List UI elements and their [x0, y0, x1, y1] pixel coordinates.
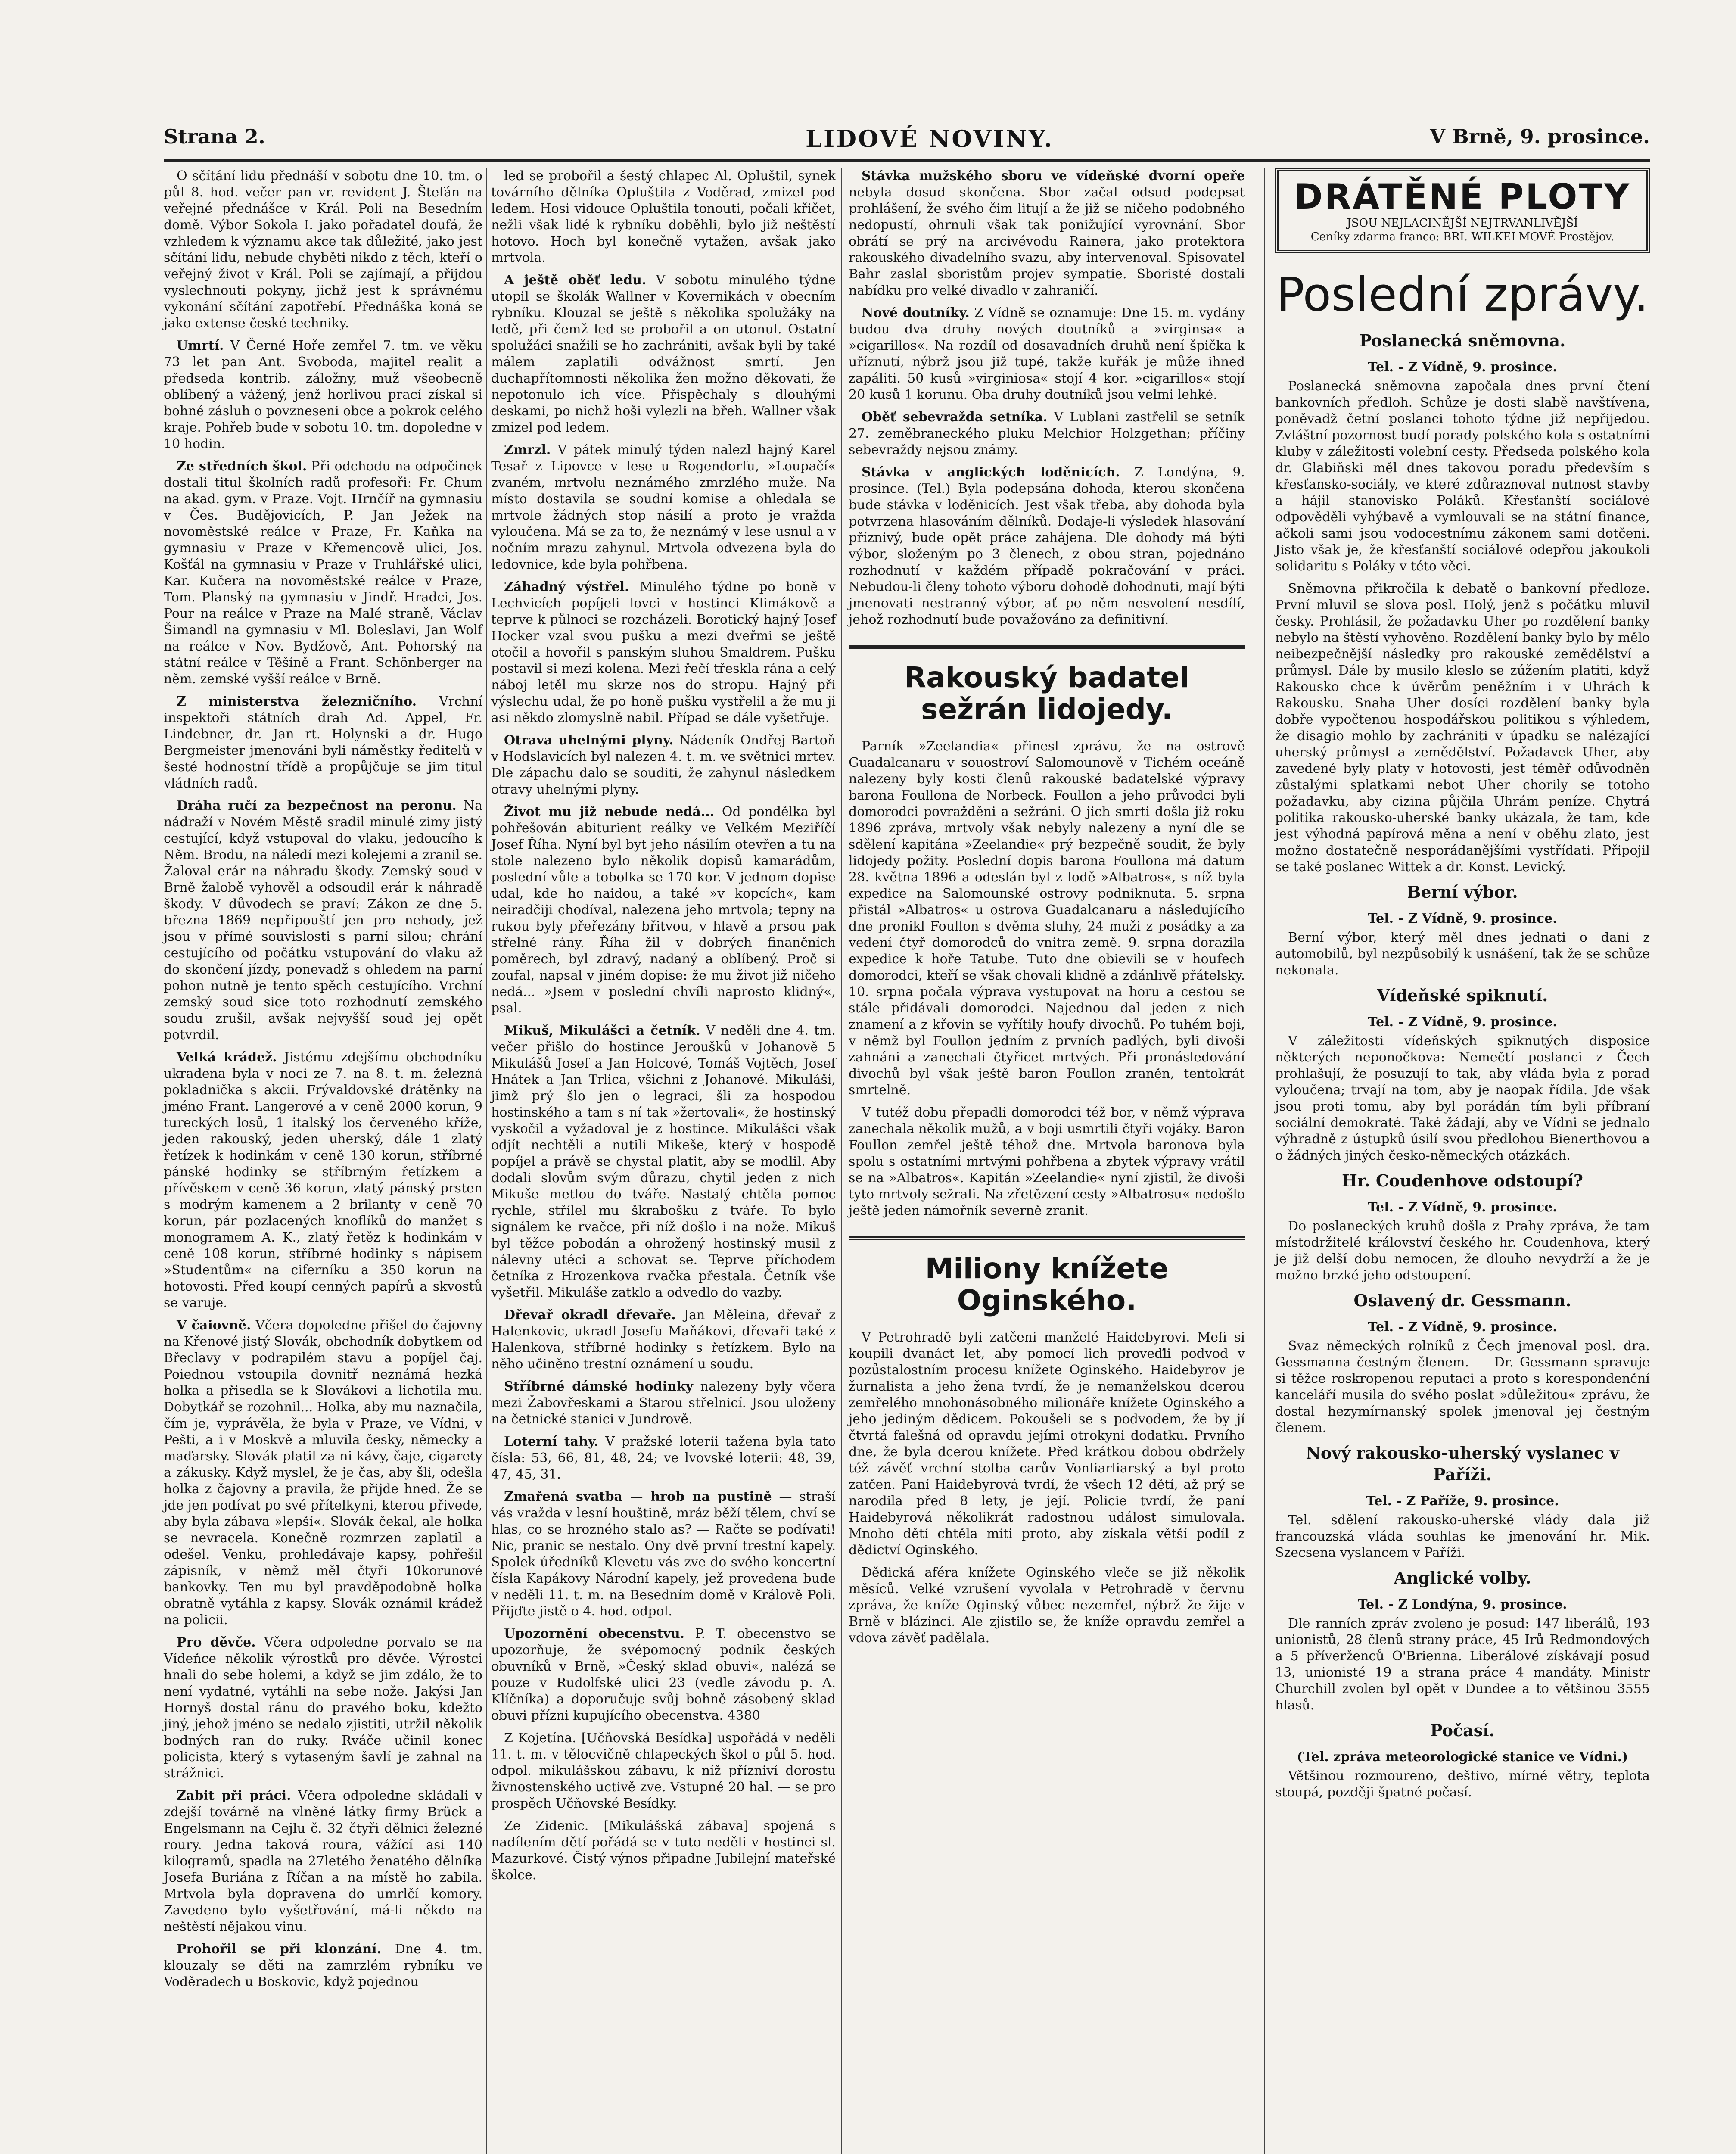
article-heading: V čaiovně.: [177, 1318, 251, 1333]
article-paragraph: [164, 1317, 482, 1628]
latest-news: [1275, 330, 1650, 1801]
news-subheading: Hr. Coudenhove odstoupí?: [1341, 1171, 1584, 1190]
article-paragraph: [164, 338, 482, 452]
news-text: Poslanecká sněmovna započala dnes první čtení bankovních předloh. Schůze je dosti slabě navštívena, poněvadž četní poslanci tohoto týdne již nepřijedou. Zvláštní pozornost budí porady polského kola s ostatními kluby v záležitosti volební cesty. Předseda polského kola dr. Glabiňski měl dnes takovou poradu především s křesťansko-sociály, ve které zdůraznoval nutnost stavby a hájil stanovisko Poláků. Křesťanští sociálové odpověděli vyhýbavě a vymlouvali se na státní finance, ačkoli sami jsou vodocestnímu zákonem sami dotčeni. Jisto však je, že křesťanští sociálové odepřou jakoukoli solidaritu s Poláky v této věci.: [1275, 379, 1650, 574]
column-divider: [1264, 168, 1265, 2154]
article-heading: Stávka mužského sboru ve vídeňské dvorní opeře: [862, 168, 1245, 184]
column-3: [849, 168, 1245, 1653]
article-text: Vrchní inspektoři státních drah Ad. Appel, Fr. Lindebner, dr. Jan rt. Holynski a dr. Hugo Bergmeister jmenováni byli náměstky ředitelů v šesté hodnostní třídě a propůjčuje se jim titul vládních radů.: [164, 694, 482, 791]
article-text: Včera dopoledne přišel do čajovny na Křenové jistý Slovák, obchodník dobytkem od Břeclavy v podrapilém stavu a popíjel čaj. Poiednou vstoupila dovnitř neznámá hezká holka a přisedla se k Slovákovi a lichotila mu. Dobytkář se rozohnil... Holka, aby mu naznačila, čím je, vyprávěla, že byla v Praze, ve Vídni, v Pešti, a i v Moskvě a mluvila česky, německy a maďarsky. Slovák platil za ni kávy, čaje, cigarety a zákusky. Když myslel, že je čas, aby šli, odešla holka z čajovny a pravila, že přijde hned. Že se jde jen podívat po své přítelkyni, kterou přivede, aby byla zábava »lepší«. Slovák čekal, ale holka se nevracela. Konečně rozmrzen zaplatil a odešel. Venku, prohledávaje kapsy, pohřešil zápisník, v němž měl čtyři 10korunové bankovky. Ten mu byl pravděpodobně holka obratně vytáhla z kapsy. Slovák oznámil krádež na policii.: [164, 1318, 482, 1628]
news-text: Většinou rozmoureno, deštivo, mírné větry, teplota stoupá, později špatné počasí.: [1275, 1768, 1650, 1800]
article-text: Ze Zidenic. [Mikulášská zábava] spojená s nadílením dětí pořádá se v tuto neděli v hostinci sl. Mazurkové. Čistý výnos připadne Jubilejní mateřské školce.: [491, 1818, 836, 1883]
article-paragraph: [849, 464, 1245, 628]
ad-title: DRÁTĚNÉ PLOTY: [1294, 177, 1631, 217]
dateline: Tel. - Z Vídně, 9. prosince.: [1368, 1015, 1557, 1030]
dateline: Tel. - Z Vídně, 9. prosince.: [1368, 911, 1557, 926]
article-paragraph: [849, 1105, 1245, 1219]
article-text: O sčítání lidu přednáší v sobotu dne 10. tm. o půl 8. hod. večer pan vr. revident J. Štefán na veřejné přednášce v Král. Poli na Besedním domě. Výbor Sokola I. jako pořadatel doufá, že vzhledem k významu akce tak důležité, jako jest sčítání lidu, nebude chyběti nikdo z těch, kteří o veřejný život v Král. Poli se zajímají, a přijdou vyslechnouti pokyny, jichž jest k správnému vykonání sčítání zapotřebí. Přednáška koná se jako extense české techniky.: [164, 168, 482, 331]
article-paragraph: [491, 732, 836, 798]
article-text: V sobotu minulého týdne utopil se školák Wallner v Kovernikách v obecním rybníku. Klouzal se ještě s několika spolužáky na ledě, při čemž led se probořil a on utonul. Ostatní spolužáci snažili se ho zachrániti, avšak byli by také málem zaplatili odvážnost smrtí. Jen duchapřítomnosti několika žen možno děkovati, že nepotonulo ich více. Přispěchaly s dlouhými deskami, po nichž hoši vylezli na břeh. Wallner však zmizel pod ledem.: [491, 273, 836, 435]
article-paragraph: [164, 1049, 482, 1311]
article-heading: Stříbrné dámské hodinky: [504, 1379, 693, 1394]
article-paragraph: [491, 804, 836, 1017]
article-paragraph: [849, 168, 1245, 299]
dateline: Tel. - Z Londýna, 9. prosince.: [1358, 1597, 1567, 1612]
article-text: Včera odpoledne skládali v zdejší továrně na vlněné látky firmy Brück a Engelsmann na Cejlu č. 32 čtyři dělnici železné roury. Jedna taková roura, vážící asi 140 kilogramů, spadla na 27letého ženatého dělníka Josefa Buriána z Říčan a na místě ho zabila. Mrtvola byla dopravena do umrlčí komory. Zavedeno bylo vyšetřování, má-li někdo na neštěstí nějakou vinu.: [164, 1788, 483, 1934]
news-text: Sněmovna přikročila k debatě o bankovní předloze. První mluvil se slova posl. Holý, jenž s počátku mluvil česky. Prohlásil, že požadavku Uher po rozdělení banky nebylo na štěstí vyhověno. Rozdělení banky bylo by mělo neibezpečnější následky pro rakouské zemědělství a průmysl. Dále by musilo kleslo se zúžením platiti, když Rakousko chce k úvěrům peněžním i v Uhrách k Rakousku. Snaha Uher dosíci rozdělení banky byla dobře vypočtenou hospodářskou politikou s výhledem, že disagio mohlo by zachrániti v úpadku se nalézající uherský průmysl a zemědělství. Požadavek Uher, aby zavedené byly platy v hotovosti, jest téměř odůvodněn zůstalými splatkami nebot Uher chorily se totoho požadavku, aby cizina půjčila Uhrám peníze. Chytrá politika rakousko-uherské banky ukázala, že tam, kde jest výhodná papírová měna a není v oběhu zlato, jest možno dostatečně nesporádanějšími vystřídati. Připojil se také poslanec Wittek a dr. Konst. Levický.: [1275, 581, 1650, 875]
article-paragraph: [491, 579, 836, 726]
article-text: V neděli dne 4. tm. večer přišlo do hostince Jeroušků v Johanově 5 Mikulášů Josef a Jan Holcové, Tomáš Vojtěch, Josef Hnátek a Jan Trlica, všichni z Johanové. Mikuláši, jimž prý šlo jen o legraci, šli za hospodou hostinského a tam s ní tak »žertovali«, že hostinský vyskočil a vyžadoval je z hostince. Mikulášci však odjít nechtěli a nutili Mikeše, který v hospodě popíjel a právě se chystal platit, aby se modlil. Aby dodali slovům svým důrazu, chytil jeden z nich Mikuše metlou do tváře. Nastalý chtěla pomoc rychle, střílel mu škrabošku z tváře. To bylo signálem ke rvačce, při níž došlo i na nože. Mikuš byl těžce pobodán a ohrožený hostinský musil z nálevny utéci a schovat se. Teprve příchodem četníka z Hrozenkova rvačka přestala. Četník vše vyšetřil. Mikuláše zatklo a odvedlo do vazby.: [491, 1023, 836, 1300]
article-heading: Oběť sebevražda setníka.: [862, 410, 1048, 425]
article-paragraph: [491, 442, 836, 573]
news-paragraph: [1275, 1616, 1650, 1714]
article-text: Nádeník Ondřej Bartoň v Hodslavicích byl nalezen 4. t. m. ve světnici mrtev. Dle zápachu dalo se souditi, že zahynul následkem otravy uhelnými plyny.: [491, 733, 836, 797]
article-heading: Nové doutníky.: [862, 305, 970, 321]
article-heading: Stávka v anglických loděnicích.: [862, 465, 1120, 480]
column-4: [1275, 168, 1650, 1807]
article-paragraph: [491, 1489, 836, 1620]
article-heading: Upozornění obecenstvu.: [504, 1626, 685, 1641]
article-heading: Dráha ručí za bezpečnost na peronu.: [177, 798, 457, 813]
section-rule: [849, 1236, 1245, 1240]
article-text: Parník »Zeelandia« přinesl zprávu, že na ostrově Guadalcanaru v souostroví Salomounově v Tichém oceáně nalezeny byly kosti členů rakouské badatelské výpravy barona Foullona de Norbeck. Foullon a jeho průvodci byli domorodci povražděni a sežráni. O jich smrti došla již roku 1896 zpráva, mrtvoly však nebyly nalezeny a nyní dle se sdělení kapitána »Zeelandie« prý bezpečně soudit, že byly lidojedy požity. Poslední dopis barona Foullona má datum 28. května 1896 a odeslán byl z lodě »Albatros«, s níž byla expedice na Salomounské ostrovy podniknuta. 5. srpna přistál »Albatros« u ostrova Guadalcanaru a následujícího dne pronikl Foullon s dvěma sluhy, 24 muži z posádky a za vedení čtyř domorodců do vnitra země. 9. srpna dorazila expedice k hoře Tatube. Tuto dne obievili se v houfech domorodci, kteří se však chovali klidně a zdánlivě přátelsky. 10. srpna počala výprava vystupovat na horu a cestou se stále přidávali domorodci. Najednou dal jeden z nich znamení a z křovin se vyřítily houfy divochů. Po tuhém boji, v němž byl Foullon jedním z prvních padlých, byli divoši zahnáni a zanechali čtyřicet mrtvých. Při pronásledování divochů byl však ještě baron Foullon zraněn, tentokrát smrtelně.: [849, 739, 1245, 1098]
news-subheading: Nový rakousko-uherský vyslanec v Paříži.: [1306, 1443, 1619, 1484]
article-text: Při odchodu na odpočinek dostali titul školních radů profesoři: Fr. Chum na akad. gym. v Praze. Vojt. Hrnčíř na gymnasiu v Čes. Budějovicích, P. Jan Ježek na novoměstské reálce v Praze, Fr. Kaňka na gymnasiu v Praze v Křemencově ulici, Jos. Košťál na gymnasiu v Praze v Truhlářské ulici, Kar. Kučera na novoměstské reálce v Praze, Tom. Planský na gymnasiu v Jindř. Hradci, Jos. Pour na reálce v Praze na Malé straně, Václav Šimandl na gymnasiu v Ml. Boleslavi, Jan Wolf na reálce v Nov. Bydžově, Ant. Pohorský na státní reálce v Těšíně a Frant. Schönberger na něm. zemské vyšší reálce v Brně.: [164, 459, 482, 687]
article-paragraph: [491, 1434, 836, 1483]
article-text: Jistému zdejšímu obchodníku ukradena byla v noci ze 7. na 8. t. m. železná pokladnička s akcii. Frývaldovské drátěnky na jméno Frant. Langerové a v ceně 2000 korun, 9 tureckých losů, 1 italský los červeného kříže, jeden rakouský, jeden uherský, dále 1 zlatý řetízek k hodinkám v ceně 130 korun, stříbrné pánské hodinky se stříbrným řetízkem a přívěskem v ceně 36 korun, zlatý pánský prsten s modrým kamenem a 2 brilanty v ceně 70 korun, pár pozlacených knoflíků do manžet s monogramem A. K., zlatý řetěz k hodinkám v ceně 108 korun, stříbrné hodinky s nápisem »Studentům« na ciferníku a 350 korun na hotovosti. Před koupí cenných papírů a skvostů se varuje.: [164, 1050, 483, 1310]
news-paragraph: [1275, 1218, 1650, 1284]
news-text: Dle ranních zpráv zvoleno je posud: 147 liberálů, 193 unionistů, 28 členů strany práce, 45 Irů Redmondových a 5 příverženců O'Brienna. Liberálové získávají posud 13, unionisté 19 a strana práce 4 mandáty. Ministr Churchill zvolen byl opět v Dundee a to většinou 3555 hlasů.: [1275, 1616, 1650, 1713]
article-paragraph: [491, 1818, 836, 1883]
article-paragraph: [849, 1329, 1245, 1559]
news-paragraph: [1275, 378, 1650, 575]
article-heading: Prohořil se při klonzání.: [177, 1942, 381, 1957]
article-text: Z Londýna, 9. prosince. (Tel.) Byla podepsána dohoda, kterou skončena bude stávka v loděnicích. Jest však třeba, aby dohoda byla potvrzena hlasováním dělníků. Dodaje-li výsledek hlasování příznivý, bude opět práce zahájena. Dle dohody má býti výbor, složeným po 3 členech, z obou stran, pojednáno rozhodnutí v každém případě pokračování v práci. Nebudou-li členy tohoto výboru dohodě dohodnuti, mají býti jmenovati nestranný výbor, ať po něm nesvolení nesdílí, jehož rozhodnutí bude považováno za definitivní.: [849, 465, 1245, 627]
article-heading: Umrtí.: [177, 338, 224, 353]
article-text: V Petrohradě byli zatčeni manželé Haidebyrovi. Mefi si koupili dvanáct let, aby pomocí lich proveďli podvod v pozůstalostním procesu knížete Oginského. Haidebyrov je žurnalista a jeho žena tvrdí, že je nemanželskou dcerou zemřelého mnohonásobného milionáře knížete Oginského a jeho jediným dědicem. Pokoušeli se s podvodem, že by jí čtvrtá falešná od opravdu jejími otrokyni dodatku. Prvního dne, že byla dcerou knížete. Před krátkou dobou obdržely též závěť vrchní stolba carův Vonliarliarský a byl proto zatčen. Paní Haidebyrová tvrdí, že všech 12 dětí, až prý se narodila před 8 lety, je její. Policie tvrdí, že paní Haidebyrová několikrát radostnou událost simulovala. Mnoho dětí chtěla míti proto, aby získala větší podíl z dědictví Oginského.: [849, 1330, 1245, 1558]
article-heading: Život mu již nebude nedá...: [504, 804, 715, 819]
news-subheading: Poslanecká sněmovna.: [1359, 331, 1566, 350]
article-paragraph: [491, 1626, 836, 1724]
article-text: nebyla dosud skončena. Sbor začal odsud podepsat prohlášení, že svého čim litují a že již se ničeho podobného nedopustí, ohrnuli však tak ponižující vyrovnání. Sbor obrátí se prý na arcivévodu Rainera, jako protektora rakouského divadelního svazu, aby intervenoval. Spisovatel Bahr zaslal sboristům projev sympatie. Sboristé dostali nabídku pro velké divadlo v zahraničí.: [849, 185, 1245, 298]
article-paragraph: [164, 168, 482, 332]
article-heading: Záhadný výstřel.: [504, 579, 629, 595]
article-heading: Otrava uhelnými plyny.: [504, 733, 674, 748]
article-text: Na nádraží v Novém Městě sradil minulé zimy jistý cestující, když vstupoval do vlaku, jedoucího k Něm. Brodu, na náledí mezi kolejemi a zranil se. Žaloval erár na náhradu škody. Zemský soud v Brně žalobě vyhověl a odsoudil erár k náhradě škody. V důvodech se praví: Zákon ze dne 5. března 1869 nepřipouští jen pro nehody, jež jsou v přímé souvislosti s parní silou; chrání cestujícího od počátku vstupování do vlaku až do skončení jízdy, ponevadž s ohledem na parní pohon nutně je tento spěch cestujícího. Vrchní zemský soud sice toto rozhodnutí zemského soudu zrušil, avšak nejvyšší soud jej opět potvrdil.: [164, 798, 482, 1043]
article-heading: Ze středních škol.: [177, 459, 307, 474]
article-headline: Rakouský badatel sežrán lidojedy.: [904, 661, 1189, 726]
article-paragraph: [491, 1307, 836, 1373]
article-text: Jan Měleina, dřevař z Halenkovic, ukradl Josefu Maňákovi, dřevaři také z Halenkova, stříbrné hodinky s řetízkem. Bylo na něho učiněno trestní oznámení u soudu.: [491, 1307, 836, 1372]
dateline: Tel. - Z Vídně, 9. prosince.: [1368, 1320, 1557, 1335]
article-heading: Mikuš, Mikulášci a četník.: [504, 1023, 700, 1038]
page-number: Strana 2.: [164, 125, 265, 148]
article-paragraph: [849, 1565, 1245, 1647]
section-title: Poslední zprávy.: [1276, 268, 1649, 322]
section-rule: [849, 645, 1245, 649]
article-text: led se probořil a šestý chlapec Al. Opluštil, synek továrního dělníka Opluštila z Voděrad, zmizel pod ledem. Hosi vidouce Opluštila tonouti, počali křičet, nežli však lidé k rybníku doběhli, bylo již neštěstí hotovo. Hoch byl konečně vytažen, avšak jako mrtvola.: [491, 168, 836, 265]
article-heading: Loterní tahy.: [504, 1434, 599, 1449]
article-heading: Velká krádež.: [177, 1050, 277, 1065]
news-paragraph: [1275, 581, 1650, 875]
article-heading: A ještě oběť ledu.: [504, 273, 647, 288]
article-paragraph: [164, 1788, 482, 1935]
column-divider: [486, 168, 487, 2154]
ad-slogan: JSOU NEJLACINĚJŠÍ NEJTRVANLIVĚJŠÍ: [1347, 217, 1578, 230]
dateline: Tel. - Z Vídně, 9. prosince.: [1368, 1200, 1557, 1215]
news-subheading: Oslavený dr. Gessmann.: [1353, 1291, 1571, 1310]
news-subheading: Počasí.: [1430, 1721, 1495, 1740]
article-text: Od pondělka byl pohřešován abiturient reálky ve Velkém Meziříčí Josef Říha. Nyní byl byt jeho násilím otevřen a tu na stole nalezeno bylo několik dopisů kamarádům, poslední vůle a tobolka se 170 kor. V jednom dopise udal, kde ho naidou, a také »v kopcích«, kam neiradčiji chodíval, nalezena jeho mrtvola; tepny na rukou byly přeřezány břitvou, v hlavě a prsou pak střelné rány. Říha žil v dobrých finančních poměrech, byl zdravý, nadaný a oblíbený. Proč si zoufal, napsal v jiném dopise: že mu život již ničeho nedá... »Jsem v poslední chvíli naprosto klidný«, psal.: [491, 804, 836, 1016]
article-heading: Zabit při práci.: [177, 1788, 291, 1803]
ad-contact: Ceníky zdarma franco: BRI. WILKELMOVÉ Prostějov.: [1310, 230, 1615, 243]
column-1: [164, 168, 482, 1996]
news-text: Svaz německých rolníků z Čech jmenoval posl. dra. Gessmanna čestným členem. — Dr. Gessmann spravuje si těžce roskropenou reputaci a proto s korespondenční kanceláří musila do svého poslat »důležitou« zprávu, že dostal hezymírnanský spolek jmenoval jej čestným členem.: [1275, 1338, 1650, 1435]
article-heading: Dřevař okradl dřevaře.: [504, 1307, 676, 1323]
article-paragraph: [491, 1023, 836, 1301]
article-text: Dne 4. tm. klouzaly se děti na zamrzlém rybníku ve Voděradech u Boskovic, když pojednou: [164, 1942, 482, 1989]
column-2: [491, 168, 836, 1889]
article-heading: Zmařená svatba — hrob na pustině: [504, 1489, 772, 1504]
article-paragraph: [849, 305, 1245, 403]
article-paragraph: [164, 1941, 482, 1990]
article-text: nalezeny byly včera mezi Žabovřeskami a Starou střelnicí. Jsou uloženy na četnické stanici v Jundrově.: [491, 1379, 836, 1427]
column-divider: [841, 168, 842, 2154]
article-text: Dědická aféra knížete Oginského vleče se již několik měsíců. Velké vzrušení vyvolala v Petrohradě v červnu zpráva, že kníže Oginský vůbec nezemřel, nýbrž že žije v Brně v blázinci. Ale zjistilo se, že kníže opravdu zemřel a vdova závěť padělala.: [849, 1565, 1245, 1646]
article-text: Včera odpoledne porvalo se na Vídeňce několik výrostků pro děvče. Výrostci hnali do sebe holemi, a když se jim zdálo, že to není vydatné, vytáhli na sebe nože. Jakýsi Jan Hornyš dostal ránu do pravého boku, kdežto jiný, jehož jméno se nedalo zjistiti, utržil několik bodných ran do ruky. Rváče učinil konec policista, který s vytaseným šavlí je zahnal na strážnici.: [164, 1635, 482, 1781]
news-paragraph: [1275, 1768, 1650, 1801]
article-paragraph: [164, 1634, 482, 1782]
news-paragraph: [1275, 930, 1650, 979]
article-paragraph: [491, 272, 836, 436]
article-text: V pátek minulý týden nalezl hajný Karel Tesař z Lipovce v lese u Rogendorfu, »Loupačí« zvaném, mrtvolu neznámého zmrzlého muže. Na místo dostavila se soudní komise a ohledala se mrtvole žádných stop násilí a proto je vražda vyloučena. Má se za to, že neznámý v lese usnul a v nočním mrazu zahynul. Mrtvola odvezena byla do ledovnice, kde byla pohřbena.: [491, 442, 836, 572]
article-text: V Lublani zastřelil se setník 27. zeměbraneckého pluku Melchior Holzgethan; příčiny sebevraždy nejsou známy.: [849, 410, 1245, 458]
article-text: V pražské loterii tažena byla tato čísla: 53, 66, 81, 48, 24; ve lvovské loterii: 48, 39, 47, 45, 31.: [491, 1434, 836, 1482]
article-paragraph: [849, 738, 1245, 1099]
article-paragraph: [491, 1379, 836, 1428]
article-paragraph: [164, 458, 482, 688]
news-subheading: Anglické volby.: [1394, 1568, 1531, 1587]
advertisement-box: [1275, 168, 1650, 253]
article-text: Z Kojetína. [Učňovská Besídka] uspořádá v neděli 11. t. m. v tělocvičně chlapeckých škol o půl 5. hod. odpol. mikulášskou zábavu, k níž přízniví dorostu živnostenského uctivě zve. Vstupné 20 hal. — se pro prospěch Učňovské Besídky.: [491, 1731, 836, 1811]
article-heading: Pro děvče.: [177, 1635, 256, 1650]
article-paragraph: [164, 798, 482, 1043]
article-text: Z Vídně se oznamuje: Dne 15. m. vydány budou dva druhy nových doutníků a »virginsa« a »cigarillos«. Na rozdíl od dosavadních druhů není špička k uříznutí, nýbrž jsou již tupé, takže kuřák je může ihned zapáliti. 50 kusů »virginiosa« stojí 4 kor. »cigarillos« stojí 20 kusů 1 korunu. Oba druhy doutníků jsou velmi lehké.: [849, 305, 1245, 402]
article-text: V tutéž dobu přepadli domorodci též bor, v němž výprava zanechala několik mužů, a v boji usmrtili čtyři vojáky. Baron Foullon zemřel ještě téhož dne. Mrtvola baronova byla spolu s ostatními mrtvými pohřbena a zbytek výpravy vrátil se na »Albatros«. Kapitán »Zeelandie« nyní zjistil, že divoši tyto mrtvoly sežrali. Na zřetězení cesty »Albatrosu« nedošlo ještě jeden námořník severně zranit.: [849, 1105, 1245, 1218]
news-text: Do poslaneckých kruhů došla z Prahy zpráva, že tam místodržitelé království českého hr. Coudenhova, který je již delší dobu nemocen, že dlouho nevydrží a že je možno brzké jeho odstoupení.: [1275, 1219, 1650, 1283]
dateline: Tel. - Z Paříže, 9. prosince.: [1366, 1494, 1559, 1509]
dateline: Tel. - Z Vídně, 9. prosince.: [1368, 360, 1557, 375]
article-paragraph: [491, 168, 836, 266]
article-text: P. T. obecenstvo se upozorňuje, že svépomocný podnik českých obuvníků v Brně, »Český sklad obuvi«, nalézá se pouze v Rudolfské ulici 23 (vedle závodu p. A. Klíčníka) a doporučuje svůj bohně zásobený sklad obuvi přízni kupujícího obecenstva. 4380: [491, 1626, 836, 1723]
news-subheading: Vídeňské spiknutí.: [1377, 986, 1548, 1005]
article-paragraph: [849, 409, 1245, 458]
article-paragraph: [164, 694, 482, 792]
article-text: Minulého týdne po boně v Lechvicích popíjeli lovci v hostinci Klimákově a teprve k půlnoci se rozcházeli. Borotický hajný Josef Hocker vzal svou pušku a mezi dveřmi se ještě otočil a hovořil s panským sluhou Smaldrem. Pušku postavil si mezi kolena. Mezi řečí třeskla rána a celý náboj letěl mu skrze nos do stropu. Hajný při výslechu udal, že po honě pušku vystřelil a že mu ji asi někdo zlomyslně nabil. Případ se dále vyšetřuje.: [491, 579, 836, 725]
news-text: Tel. sdělení rakousko-uherské vlády dala již francouzská vláda souhlas ke jmenování hr. Mik. Szecsena vyslancem v Paříži.: [1275, 1513, 1650, 1560]
news-paragraph: [1275, 1338, 1650, 1436]
news-text: Berní výbor, který měl dnes jednati o dani z automobilů, byl nezpůsobilý k usnášení, tak že se schůze nekonala.: [1275, 930, 1650, 978]
article-text: — straší vás vražda v lesní houštině, mráz běží tělem, chví se hlas, co se hrozného stalo as? — Račte se podívati! Nic, pranic se nestalo. Ony dvě první trestní kapely. Spolek úředníků Klevetu vás zve do svého koncertní čísla Kapákovy Národní kapely, jež provedena bude v neděli 11. t. m. na Besedním domě v Králově Poli. Přijďte jistě o 4. hod. odpol.: [491, 1489, 836, 1619]
newspaper-title: LIDOVÉ NOVINY.: [806, 125, 1054, 153]
news-paragraph: [1275, 1512, 1650, 1561]
issue-date: V Brně, 9. prosince.: [1430, 125, 1650, 148]
article-headline: Miliony knížete Oginského.: [925, 1252, 1169, 1317]
page-header: [164, 125, 1650, 162]
article-heading: Zmrzl.: [504, 442, 551, 458]
article-text: V Černé Hoře zemřel 7. tm. ve věku 73 let pan Ant. Svoboda, majitel realit a předseda kontrib. záložny, muž všeobecně oblíbený a vážený, jenž horlivou prací získal si bohné zásluh o povzneseni obce a pokrok celého kraje. Pohřeb bude v sobotu 10. tm. dopoledne v 10 hodin.: [164, 338, 482, 451]
news-subheading: Berní výbor.: [1407, 882, 1518, 902]
article-paragraph: [491, 1730, 836, 1812]
news-paragraph: [1275, 1033, 1650, 1164]
news-text: V záležitosti vídeňských spiknutých disposice některých neponočkova: Nemečtí poslanci z Čech prohlašují, že posuzují to tak, aby vláda byla z porad vyloučena; trvají na tom, aby je naopak řídila. Jde však jsou proti tomu, aby byl porádán tím byli příbraní sociální demokraté. Také žádají, aby ve Vídni se jednalo výhradně z ústupků úsilí svou předlohou Bienerthovou a o žádných jiných česko-německých otázkách.: [1275, 1033, 1650, 1163]
dateline: (Tel. zpráva meteorologické stanice ve Vídni.): [1297, 1749, 1628, 1765]
article-heading: Z ministerstva železničního.: [177, 694, 417, 709]
